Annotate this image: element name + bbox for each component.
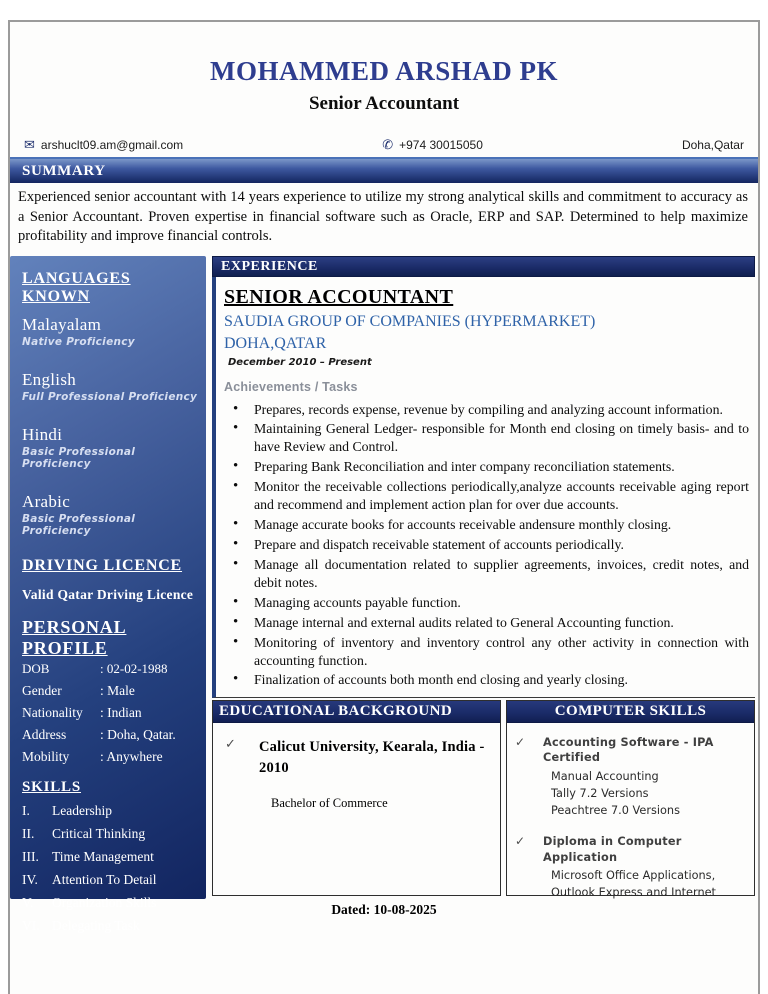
skill-item (22, 895, 198, 911)
skill-numeral: III. (22, 849, 39, 865)
task-item: • Prepare and dispatch receivable statement of accounts periodically. (224, 536, 749, 554)
profile-value: : Anywhere (100, 749, 163, 765)
profile-value: : 02-02-1988 (100, 661, 168, 677)
profile-label: Nationality (22, 705, 83, 721)
resume-header (10, 22, 758, 115)
company-location: DOHA,QATAR (224, 335, 327, 353)
computer-skill-title: Accounting Software - IPA Certified (543, 736, 714, 765)
skill-item (22, 826, 198, 842)
task-item: • Finalization of accounts both month end closing and yearly closing. (224, 671, 749, 689)
language-level: Full Professional Proficiency (22, 391, 198, 404)
skill-item (22, 849, 198, 865)
language-level: Basic Professional Proficiency (22, 446, 136, 471)
experience-heading: EXPERIENCE (221, 258, 318, 274)
skill-numeral: I. (22, 803, 30, 819)
profile-row (22, 661, 198, 677)
location-text: Doha,Qatar (681, 138, 744, 152)
language-name: Arabic (22, 492, 71, 512)
skill-label: Leadership (52, 803, 112, 819)
skill-item (22, 872, 198, 888)
task-item: • Maintaining General Ledger- responsible for Month end closing on timely basis- and to have Review and Control. (224, 420, 749, 456)
task-item: • Monitor the receivable collections periodically,analyze accounts receivable aging report and recommend and implement action plan for over due accounts. (224, 478, 749, 514)
summary-paragraph: Experienced senior accountant with 14 years experience to utilize my strong analytical skills and commitment to accuracy as a Senior Accountant. Proven expertise in financial software such as Oracle, ERP and SAP. Determined to help maximize profitability and improve financial controls. (18, 189, 748, 245)
language-item (22, 492, 198, 537)
task-item: • Manage internal and external audits related to General Accounting function. (224, 614, 749, 632)
skill-numeral: V. (22, 895, 34, 911)
computer-skill-group (515, 834, 748, 901)
education-heading: EDUCATIONAL BACKGROUND (219, 703, 453, 720)
computer-skill-item: Manual Accounting (551, 769, 659, 783)
contact-location (682, 138, 744, 152)
computer-skill-item: Outlook Express and Internet (551, 885, 716, 899)
dated-footer: Dated: 10-08-2025 (331, 902, 437, 918)
computer-skill-item: Peachtree 7.0 Versions (551, 803, 680, 817)
check-icon: ✓ (515, 834, 526, 849)
contact-row (10, 137, 758, 157)
task-item: • Managing accounts payable function. (224, 594, 749, 612)
computer-skills-heading: COMPUTER SKILLS (554, 703, 707, 720)
task-item: • Monitoring of inventory and inventory control any other activity in connection with accounting function. (224, 634, 749, 670)
task-item: • Manage all documentation related to supplier agreements, invoices, credit notes, and debit notes. (224, 556, 749, 592)
computer-skill-group-body (543, 735, 748, 819)
skill-label: Critical Thinking (52, 826, 146, 842)
profile-value: : Indian (100, 705, 142, 721)
skill-numeral: VI. (22, 918, 40, 934)
skill-numeral: IV. (22, 872, 38, 888)
summary-section-header (10, 157, 758, 183)
language-item (22, 425, 198, 470)
computer-skill-item: Microsoft Office Applications, (551, 868, 716, 882)
profile-row (22, 705, 198, 721)
personal-profile-heading: PERSONAL PROFILE (22, 617, 127, 659)
language-item (22, 315, 198, 348)
language-level: Basic Professional Proficiency (22, 513, 136, 538)
profile-label: DOB (22, 661, 50, 677)
candidate-title: Senior Accountant (308, 93, 460, 114)
resume-page (8, 20, 760, 994)
skills-heading: SKILLS (22, 779, 81, 796)
profile-row (22, 683, 198, 699)
bottom-sections (212, 700, 755, 899)
computer-skills-section (506, 700, 755, 899)
summary-heading: SUMMARY (22, 162, 106, 179)
tasks-heading: Achievements / Tasks (224, 379, 358, 394)
email-icon: ✉ (24, 137, 35, 152)
education-degree: Calicut University, Kearala, India - 2010 (259, 739, 485, 777)
task-item: • Manage accurate books for accounts receivable andensure monthly closing. (224, 516, 749, 534)
computer-skill-items (543, 868, 748, 902)
profile-row (22, 749, 198, 765)
driving-licence-heading: DRIVING LICENCE (22, 557, 183, 575)
sidebar (10, 256, 206, 934)
profile-value: : Doha, Qatar. (100, 727, 176, 743)
computer-skills-content (507, 723, 754, 902)
languages-heading: LANGUAGES KNOWN (22, 270, 131, 306)
skill-numeral: II. (22, 826, 35, 842)
education-section-header (213, 701, 500, 723)
skill-item (22, 918, 198, 934)
profile-label: Mobility (22, 749, 70, 765)
education-entry (225, 737, 488, 779)
phone-icon: ✆ (382, 137, 394, 152)
task-item: • Prepares, records expense, revenue by compiling and analyzing account information. (224, 401, 749, 419)
email-text: arshuclt09.am@gmail.com (40, 138, 184, 152)
phone-text: +974 30015050 (399, 138, 483, 152)
profile-label: Address (22, 727, 67, 743)
education-section (212, 700, 501, 896)
computer-skill-group (515, 735, 748, 819)
computer-skill-items (543, 769, 748, 820)
skill-item (22, 803, 198, 819)
computer-skills-section-header (507, 701, 754, 723)
employment-dates: December 2010 – Present (228, 356, 372, 368)
computer-skill-item: Tally 7.2 Versions (551, 786, 649, 800)
language-name: Hindi (22, 425, 63, 445)
experience-section-header (212, 256, 755, 277)
candidate-name: MOHAMMED ARSHAD PK (210, 56, 558, 86)
computer-skill-title: Diploma in Computer Application (543, 835, 682, 864)
company-name: SAUDIA GROUP OF COMPANIES (HYPERMARKET) (224, 313, 596, 331)
profile-row (22, 727, 198, 743)
education-detail: Bachelor of Commerce (271, 796, 388, 811)
skill-label: Organization Skills (52, 895, 157, 911)
driving-licence-text: Valid Qatar Driving Licence (22, 587, 194, 603)
contact-email (24, 137, 183, 153)
language-name: English (22, 370, 77, 390)
language-level: Native Proficiency (22, 336, 135, 349)
task-item: • Preparing Bank Reconciliation and inter company reconciliation statements. (224, 458, 749, 476)
profile-label: Gender (22, 683, 62, 699)
check-icon: ✓ (225, 737, 236, 753)
task-list (224, 401, 749, 690)
skill-label: Delegating Task (52, 918, 140, 934)
language-name: Malayalam (22, 315, 102, 335)
education-content (213, 723, 500, 811)
profile-value: : Male (100, 683, 135, 699)
language-item (22, 370, 198, 403)
skill-label: Attention To Detail (52, 872, 157, 888)
right-column (212, 256, 758, 899)
experience-content (212, 277, 755, 698)
contact-phone (382, 137, 483, 153)
check-icon: ✓ (515, 735, 526, 750)
job-title: SENIOR ACCOUNTANT (224, 286, 454, 309)
computer-skill-group-body (543, 834, 748, 901)
skill-label: Time Management (52, 849, 154, 865)
